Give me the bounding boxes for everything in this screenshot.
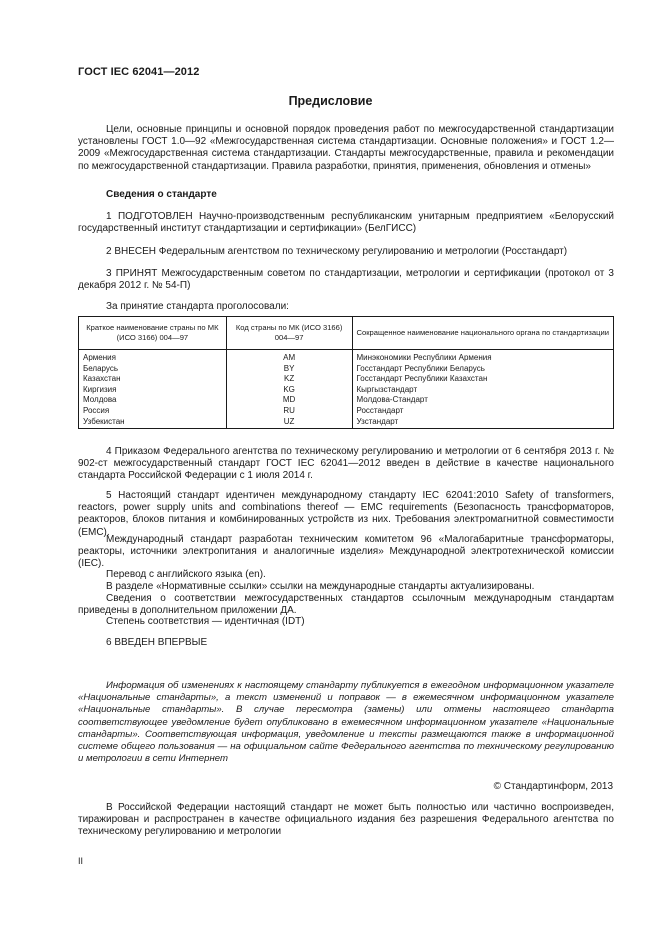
table-header-body: Сокращенное наименование национального органа по стандартизации: [352, 317, 614, 350]
copyright: © Стандартинформ, 2013: [493, 781, 613, 792]
page-number: II: [78, 856, 84, 866]
country-cell: Армения: [79, 350, 227, 364]
item-5-references: В разделе «Нормативные ссылки» ссылки на международные стандарты актуализированы.: [106, 581, 535, 592]
table-row: [79, 350, 614, 364]
country-cell: Молдова: [79, 395, 227, 406]
table-row: [79, 374, 614, 385]
item-5-translation: Перевод с английского языка (en).: [106, 569, 266, 580]
item-5-conformity: Сведения о соответствии межгосударственных стандартов ссылочным международным стандартам приведены в дополнительном приложении ДА.: [78, 593, 614, 617]
document-header: ГОСТ IEC 62041—2012: [78, 66, 200, 78]
body-cell: Узстандарт: [352, 417, 614, 429]
table-row: [79, 406, 614, 417]
table-row: [79, 364, 614, 375]
country-cell: Казахстан: [79, 374, 227, 385]
country-cell: Киргизия: [79, 385, 227, 396]
code-cell: BY: [226, 364, 352, 375]
code-cell: KG: [226, 385, 352, 396]
item-5: 5 Настоящий стандарт идентичен международному стандарту IEC 62041:2010 Safety of transformers, reactors, power supply units and combinations thereof — EMC requirements (Безопасность трансформаторов, реакторов, блоков питания и комбинированных устройств из них. Требования электромагнитной совместимости (EMC).: [78, 490, 614, 538]
code-cell: UZ: [226, 417, 352, 429]
body-cell: Минэкономики Республики Армения: [352, 350, 614, 364]
item-4: 4 Приказом Федерального агентства по техническому регулированию и метрологии от 6 сентября 2013 г. № 902-ст межгосударственный стандарт ГОСТ IEC 62041—2012 введен в действие в качестве национального стандарта Российской Федерации с 1 июля 2014 г.: [78, 446, 614, 482]
rights-notice: В Российской Федерации настоящий стандарт не может быть полностью или частично воспроизведен, тиражирован и распространен в качестве официального издания без разрешения Федерального агентства по техническому регулированию и метрологии: [78, 802, 614, 838]
item-6: 6 ВВЕДЕН ВПЕРВЫЕ: [106, 637, 208, 648]
page-title: Предисловие: [288, 94, 373, 108]
code-cell: RU: [226, 406, 352, 417]
item-5-degree: Степень соответствия — идентичная (IDT): [106, 616, 305, 627]
changes-notice: Информация об изменениях к настоящему стандарту публикуется в ежегодном информационном указателе «Национальные стандарты», а текст изменений и поправок — в ежемесячном информационном указателе «Национальные стандарты». В случае пересмотра (замены) или отмены настоящего стандарта соответствующее уведомление будет опубликовано в ежемесячном информационном указателе «Национальные стандарты». Соответствующая информация, уведомление и тексты размещаются также в информационной системе общего пользования — на официальном сайте Федерального агентства по техническому регулированию и метрологии в сети Интернет: [78, 680, 614, 765]
body-cell: Кыргызстандарт: [352, 385, 614, 396]
info-heading: Сведения о стандарте: [106, 189, 217, 200]
code-cell: KZ: [226, 374, 352, 385]
item-5-committee: Международный стандарт разработан техническим комитетом 96 «Малогабаритные трансформаторы, реакторы, источники электропитания и аналогичные изделия» Международной электротехнической комиссии (IEC).: [78, 534, 614, 570]
country-cell: Россия: [79, 406, 227, 417]
body-cell: Росстандарт: [352, 406, 614, 417]
country-cell: Беларусь: [79, 364, 227, 375]
table-row: [79, 395, 614, 406]
voting-table: [78, 316, 614, 429]
code-cell: MD: [226, 395, 352, 406]
code-cell: AM: [226, 350, 352, 364]
body-cell: Госстандарт Республики Беларусь: [352, 364, 614, 375]
intro-paragraph: Цели, основные принципы и основной порядок проведения работ по межгосударственной стандартизации установлены ГОСТ 1.0—92 «Межгосударственная система стандартизации. Основные положения» и ГОСТ 1.2—2009 «Межгосударственная система стандартизации. Стандарты межгосударственные, правила и рекомендации по межгосударственной стандартизации. Правила разработки, принятия, применения, обновления и отмены»: [78, 124, 614, 172]
table-row: [79, 417, 614, 429]
table-header-code: Код страны по МК (ИСО 3166) 004—97: [226, 317, 352, 350]
country-cell: Узбекистан: [79, 417, 227, 429]
table-row: [79, 385, 614, 396]
table-header-country: Краткое наименование страны по МК (ИСО 3166) 004—97: [79, 317, 227, 350]
body-cell: Молдова-Стандарт: [352, 395, 614, 406]
body-cell: Госстандарт Республики Казахстан: [352, 374, 614, 385]
item-1: 1 ПОДГОТОВЛЕН Научно-производственным республиканским унитарным предприятием «Белорусский государственный институт стандартизации и сертификации» (БелГИСС): [78, 211, 614, 235]
item-2: 2 ВНЕСЕН Федеральным агентством по техническому регулированию и метрологии (Росстандарт): [106, 246, 568, 257]
item-3: 3 ПРИНЯТ Межгосударственным советом по стандартизации, метрологии и сертификации (протокол от 3 декабря 2012 г. № 54-П): [78, 268, 614, 292]
vote-caption: За принятие стандарта проголосовали:: [106, 301, 289, 312]
